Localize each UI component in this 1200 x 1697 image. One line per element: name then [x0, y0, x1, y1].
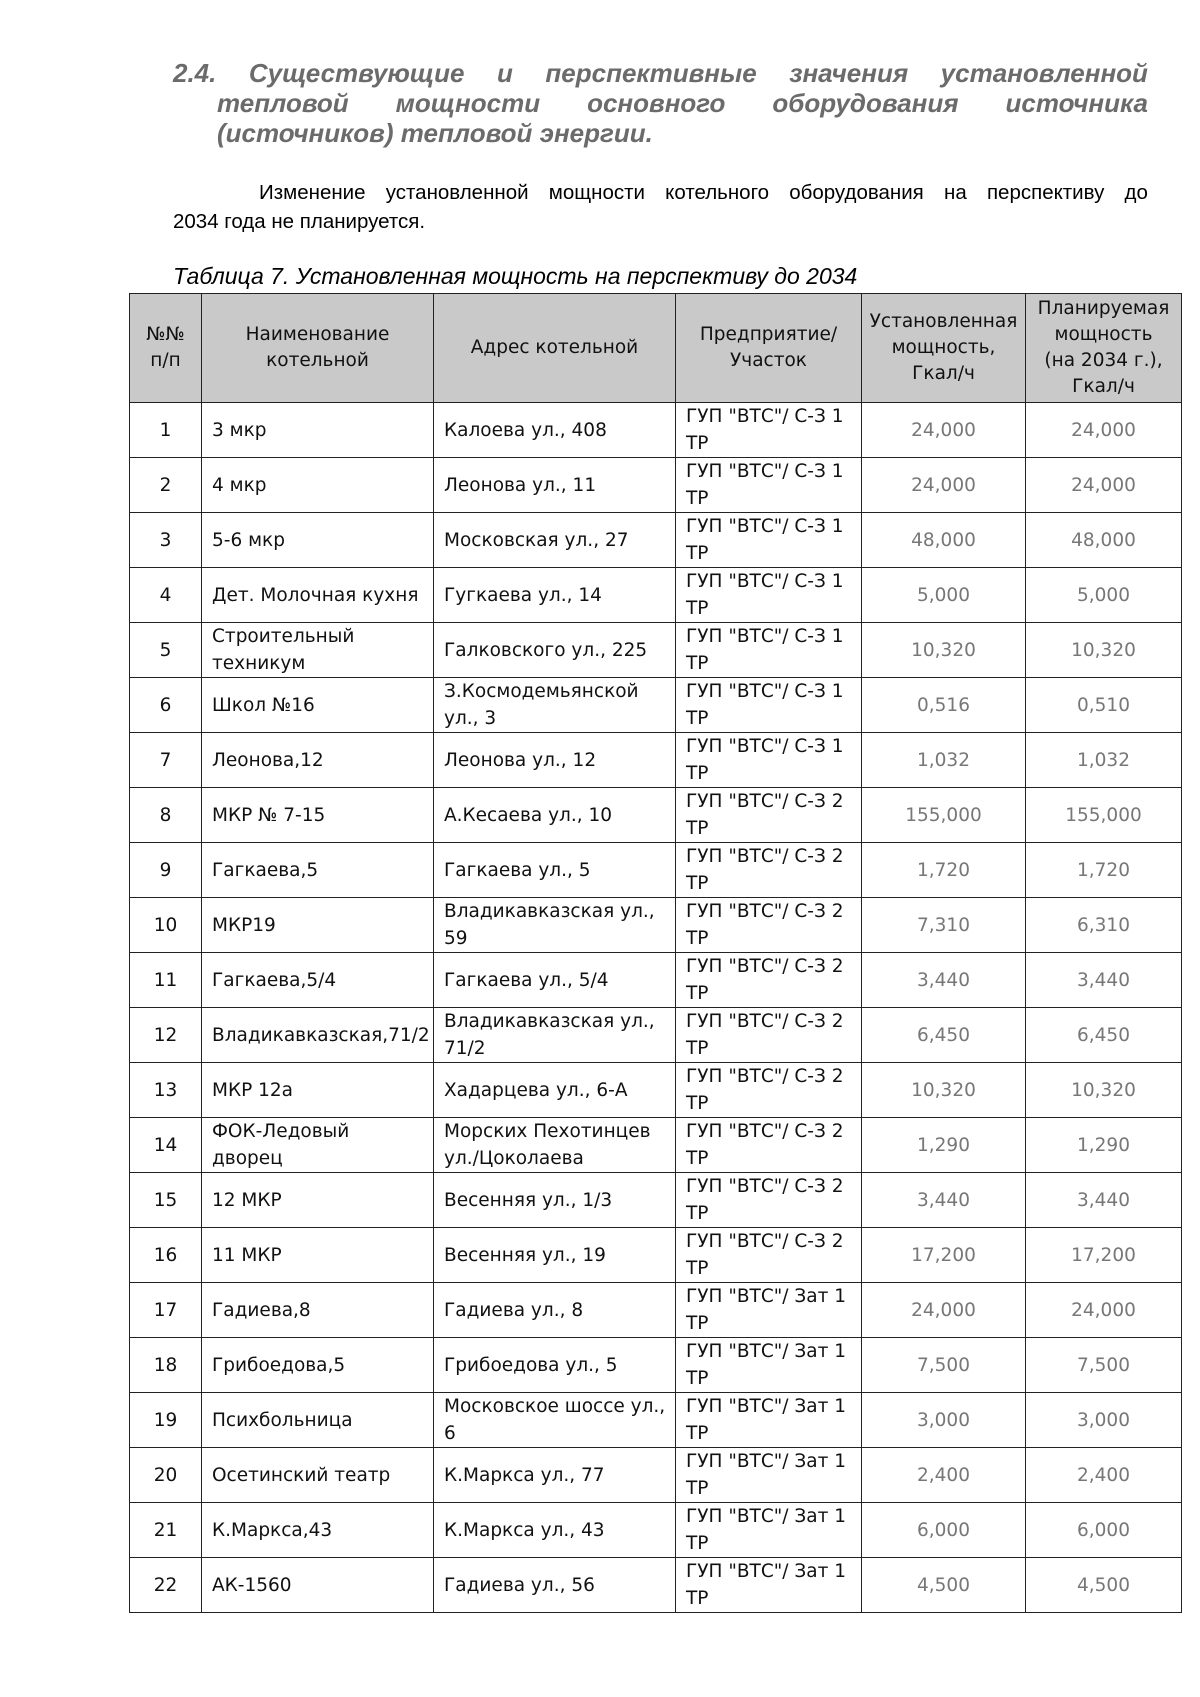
header-text: п/п: [150, 350, 181, 371]
boiler-address-cell: Галковского ул., 225: [434, 623, 676, 678]
installed-capacity-cell: 24,000: [862, 403, 1026, 458]
boiler-address-cell: З.Космодемьянской ул., 3: [434, 678, 676, 733]
heading-line-3: [173, 118, 1148, 148]
installed-capacity-cell: 6,000: [862, 1503, 1026, 1558]
planned-capacity-cell: 0,510: [1026, 678, 1182, 733]
enterprise-cell: ГУП "ВТС"/ С-З 1 ТР: [676, 733, 862, 788]
table-row: [130, 898, 1182, 953]
installed-capacity-cell: 1,032: [862, 733, 1026, 788]
header-text: (на 2034 г.),: [1044, 350, 1163, 371]
planned-capacity-cell: 10,320: [1026, 623, 1182, 678]
boiler-name-cell: 11 МКР: [202, 1228, 434, 1283]
installed-capacity-cell: 7,310: [862, 898, 1026, 953]
table-row: [130, 1393, 1182, 1448]
row-number-cell: 3: [130, 513, 202, 568]
boiler-address-cell: Московское шоссе ул., 6: [434, 1393, 676, 1448]
boiler-name-cell: Осетинский театр: [202, 1448, 434, 1503]
boiler-address-cell: Морских Пехотинцев ул./Цоколаева: [434, 1118, 676, 1173]
enterprise-cell: ГУП "ВТС"/ Зат 1 ТР: [676, 1338, 862, 1393]
header-cell: [130, 294, 202, 403]
heading-word: оборудования: [772, 88, 959, 118]
boiler-address-cell: Гагкаева ул., 5/4: [434, 953, 676, 1008]
heading-word: основного: [587, 88, 726, 118]
table-row: [130, 1283, 1182, 1338]
planned-capacity-cell: 48,000: [1026, 513, 1182, 568]
installed-capacity-cell: 48,000: [862, 513, 1026, 568]
heading-word: значения: [789, 58, 909, 88]
header-text: мощность,: [891, 337, 996, 358]
row-number-cell: 8: [130, 788, 202, 843]
boiler-name-cell: Гадиева,8: [202, 1283, 434, 1338]
heading-word: 2.4.: [173, 58, 217, 88]
paragraph-word: оборудования: [789, 181, 924, 204]
table-row: [130, 458, 1182, 513]
table-row: [130, 1338, 1182, 1393]
heading-word: (источников) тепловой энергии.: [217, 118, 653, 148]
boiler-name-cell: К.Маркса,43: [202, 1503, 434, 1558]
row-number-cell: 5: [130, 623, 202, 678]
boiler-name-cell: 12 МКР: [202, 1173, 434, 1228]
heading-line-1: [173, 58, 1148, 88]
boiler-name-cell: Строительный техникум: [202, 623, 434, 678]
paragraph-word: на: [944, 181, 967, 204]
table-header-row: [130, 294, 1182, 403]
planned-capacity-cell: 155,000: [1026, 788, 1182, 843]
row-number-cell: 4: [130, 568, 202, 623]
table-row: [130, 843, 1182, 898]
header-cell: [1026, 294, 1182, 403]
row-number-cell: 2: [130, 458, 202, 513]
table-row: [130, 1063, 1182, 1118]
header-text: Установленная: [869, 311, 1018, 332]
boiler-name-cell: 5-6 мкр: [202, 513, 434, 568]
enterprise-cell: ГУП "ВТС"/ С-З 1 ТР: [676, 678, 862, 733]
installed-capacity-cell: 10,320: [862, 623, 1026, 678]
planned-capacity-cell: 4,500: [1026, 1558, 1182, 1613]
planned-capacity-cell: 1,720: [1026, 843, 1182, 898]
paragraph-word: установленной: [385, 181, 529, 204]
row-number-cell: 14: [130, 1118, 202, 1173]
boiler-name-cell: Гагкаева,5/4: [202, 953, 434, 1008]
boiler-name-cell: Дет. Молочная кухня: [202, 568, 434, 623]
table-body: [130, 403, 1182, 1613]
header-text: Гкал/ч: [1072, 376, 1135, 397]
boiler-name-cell: Грибоедова,5: [202, 1338, 434, 1393]
boiler-address-cell: Гагкаева ул., 5: [434, 843, 676, 898]
installed-capacity-cell: 10,320: [862, 1063, 1026, 1118]
row-number-cell: 22: [130, 1558, 202, 1613]
enterprise-cell: ГУП "ВТС"/ Зат 1 ТР: [676, 1558, 862, 1613]
boiler-address-cell: Калоева ул., 408: [434, 403, 676, 458]
heading-word: тепловой: [217, 88, 349, 118]
boiler-name-cell: 4 мкр: [202, 458, 434, 513]
paragraph-word: котельного: [665, 181, 769, 204]
planned-capacity-cell: 3,440: [1026, 1173, 1182, 1228]
enterprise-cell: ГУП "ВТС"/ Зат 1 ТР: [676, 1393, 862, 1448]
installed-capacity-cell: 4,500: [862, 1558, 1026, 1613]
table-row: [130, 1448, 1182, 1503]
enterprise-cell: ГУП "ВТС"/ С-З 2 ТР: [676, 898, 862, 953]
boiler-address-cell: Владикавказская ул., 71/2: [434, 1008, 676, 1063]
paragraph-word: до: [1124, 181, 1148, 204]
header-text: котельной: [266, 350, 369, 371]
enterprise-cell: ГУП "ВТС"/ С-З 2 ТР: [676, 1173, 862, 1228]
header-text: №№: [146, 324, 185, 345]
row-number-cell: 16: [130, 1228, 202, 1283]
paragraph-word: перспективу: [986, 181, 1105, 204]
planned-capacity-cell: 3,440: [1026, 953, 1182, 1008]
heading-word: источника: [1005, 88, 1148, 118]
row-number-cell: 17: [130, 1283, 202, 1338]
boiler-address-cell: Владикавказская ул., 59: [434, 898, 676, 953]
planned-capacity-cell: 2,400: [1026, 1448, 1182, 1503]
paragraph-word: Изменение: [259, 181, 366, 204]
installed-capacity-cell: 155,000: [862, 788, 1026, 843]
row-number-cell: 11: [130, 953, 202, 1008]
row-number-cell: 12: [130, 1008, 202, 1063]
boiler-address-cell: К.Маркса ул., 77: [434, 1448, 676, 1503]
table-row: [130, 1228, 1182, 1283]
paragraph-line-1: [173, 178, 1148, 207]
table-row: [130, 678, 1182, 733]
heading-word: Существующие: [248, 58, 465, 88]
intro-paragraph: [173, 178, 1148, 236]
header-cell: [202, 294, 434, 403]
boiler-address-cell: Весенняя ул., 1/3: [434, 1173, 676, 1228]
installed-capacity-cell: 24,000: [862, 1283, 1026, 1338]
heading-word: мощности: [395, 88, 541, 118]
header-cell: [862, 294, 1026, 403]
row-number-cell: 19: [130, 1393, 202, 1448]
row-number-cell: 18: [130, 1338, 202, 1393]
installed-capacity-cell: 3,000: [862, 1393, 1026, 1448]
row-number-cell: 21: [130, 1503, 202, 1558]
table-row: [130, 733, 1182, 788]
boiler-address-cell: А.Кесаева ул., 10: [434, 788, 676, 843]
planned-capacity-cell: 6,450: [1026, 1008, 1182, 1063]
row-number-cell: 7: [130, 733, 202, 788]
header-text: мощность: [1054, 324, 1153, 345]
installed-capacity-cell: 5,000: [862, 568, 1026, 623]
table-row: [130, 953, 1182, 1008]
installed-capacity-cell: 6,450: [862, 1008, 1026, 1063]
row-number-cell: 9: [130, 843, 202, 898]
enterprise-cell: ГУП "ВТС"/ С-З 2 ТР: [676, 1008, 862, 1063]
enterprise-cell: ГУП "ВТС"/ С-З 2 ТР: [676, 1063, 862, 1118]
header-text: Планируемая: [1037, 298, 1170, 319]
boiler-name-cell: МКР № 7-15: [202, 788, 434, 843]
planned-capacity-cell: 1,290: [1026, 1118, 1182, 1173]
planned-capacity-cell: 24,000: [1026, 403, 1182, 458]
header-text: Участок: [730, 350, 807, 371]
enterprise-cell: ГУП "ВТС"/ С-З 2 ТР: [676, 953, 862, 1008]
row-number-cell: 1: [130, 403, 202, 458]
boiler-name-cell: 3 мкр: [202, 403, 434, 458]
section-heading: [173, 58, 1148, 148]
installed-capacity-cell: 1,720: [862, 843, 1026, 898]
boiler-name-cell: МКР19: [202, 898, 434, 953]
planned-capacity-cell: 17,200: [1026, 1228, 1182, 1283]
installed-capacity-cell: 2,400: [862, 1448, 1026, 1503]
planned-capacity-cell: 3,000: [1026, 1393, 1182, 1448]
boiler-address-cell: Леонова ул., 11: [434, 458, 676, 513]
boiler-address-cell: Гадиева ул., 56: [434, 1558, 676, 1613]
table-row: [130, 1008, 1182, 1063]
planned-capacity-cell: 24,000: [1026, 458, 1182, 513]
boiler-name-cell: Психбольница: [202, 1393, 434, 1448]
enterprise-cell: ГУП "ВТС"/ С-З 2 ТР: [676, 788, 862, 843]
planned-capacity-cell: 10,320: [1026, 1063, 1182, 1118]
row-number-cell: 15: [130, 1173, 202, 1228]
table-row: [130, 788, 1182, 843]
installed-capacity-cell: 0,516: [862, 678, 1026, 733]
header-text: Наименование: [245, 324, 390, 345]
installed-capacity-cell: 1,290: [862, 1118, 1026, 1173]
boiler-name-cell: ФОК-Ледовый дворец: [202, 1118, 434, 1173]
installed-capacity-cell: 7,500: [862, 1338, 1026, 1393]
heading-word: перспективные: [545, 58, 757, 88]
planned-capacity-cell: 5,000: [1026, 568, 1182, 623]
boiler-name-cell: Школ №16: [202, 678, 434, 733]
table-row: [130, 568, 1182, 623]
planned-capacity-cell: 1,032: [1026, 733, 1182, 788]
paragraph-word: мощности: [548, 181, 645, 204]
boiler-address-cell: Грибоедова ул., 5: [434, 1338, 676, 1393]
table-row: [130, 623, 1182, 678]
installed-capacity-cell: 17,200: [862, 1228, 1026, 1283]
heading-word: установленной: [940, 58, 1148, 88]
header-text: Адрес котельной: [470, 337, 639, 358]
boiler-address-cell: К.Маркса ул., 43: [434, 1503, 676, 1558]
boiler-name-cell: Леонова,12: [202, 733, 434, 788]
row-number-cell: 13: [130, 1063, 202, 1118]
boiler-name-cell: АК-1560: [202, 1558, 434, 1613]
header-cell: [676, 294, 862, 403]
heading-line-2: [173, 88, 1148, 118]
header-cell: [434, 294, 676, 403]
capacity-table: [129, 293, 1182, 1613]
header-text: Предприятие/: [699, 324, 838, 345]
enterprise-cell: ГУП "ВТС"/ С-З 1 ТР: [676, 513, 862, 568]
boiler-address-cell: Гадиева ул., 8: [434, 1283, 676, 1338]
row-number-cell: 10: [130, 898, 202, 953]
planned-capacity-cell: 7,500: [1026, 1338, 1182, 1393]
enterprise-cell: ГУП "ВТС"/ Зат 1 ТР: [676, 1503, 862, 1558]
enterprise-cell: ГУП "ВТС"/ С-З 2 ТР: [676, 1228, 862, 1283]
boiler-address-cell: Леонова ул., 12: [434, 733, 676, 788]
enterprise-cell: ГУП "ВТС"/ С-З 2 ТР: [676, 1118, 862, 1173]
row-number-cell: 6: [130, 678, 202, 733]
planned-capacity-cell: 24,000: [1026, 1283, 1182, 1338]
table-row: [130, 513, 1182, 568]
enterprise-cell: ГУП "ВТС"/ С-З 1 ТР: [676, 403, 862, 458]
row-number-cell: 20: [130, 1448, 202, 1503]
boiler-name-cell: МКР 12а: [202, 1063, 434, 1118]
installed-capacity-cell: 24,000: [862, 458, 1026, 513]
planned-capacity-cell: 6,310: [1026, 898, 1182, 953]
planned-capacity-cell: 6,000: [1026, 1503, 1182, 1558]
enterprise-cell: ГУП "ВТС"/ С-З 1 ТР: [676, 623, 862, 678]
enterprise-cell: ГУП "ВТС"/ С-З 2 ТР: [676, 843, 862, 898]
table-caption: Таблица 7. Установленная мощность на перспективу до 2034: [173, 263, 858, 289]
enterprise-cell: ГУП "ВТС"/ С-З 1 ТР: [676, 458, 862, 513]
table-row: [130, 1558, 1182, 1613]
boiler-address-cell: Гугкаева ул., 14: [434, 568, 676, 623]
table-row: [130, 403, 1182, 458]
table-row: [130, 1173, 1182, 1228]
boiler-address-cell: Весенняя ул., 19: [434, 1228, 676, 1283]
installed-capacity-cell: 3,440: [862, 953, 1026, 1008]
table-row: [130, 1118, 1182, 1173]
enterprise-cell: ГУП "ВТС"/ Зат 1 ТР: [676, 1283, 862, 1338]
enterprise-cell: ГУП "ВТС"/ Зат 1 ТР: [676, 1448, 862, 1503]
heading-word: и: [496, 58, 513, 88]
boiler-address-cell: Хадарцева ул., 6-А: [434, 1063, 676, 1118]
enterprise-cell: ГУП "ВТС"/ С-З 1 ТР: [676, 568, 862, 623]
installed-capacity-cell: 3,440: [862, 1173, 1026, 1228]
boiler-name-cell: Владикавказская,71/2: [202, 1008, 434, 1063]
boiler-address-cell: Московская ул., 27: [434, 513, 676, 568]
table-row: [130, 1503, 1182, 1558]
boiler-name-cell: Гагкаева,5: [202, 843, 434, 898]
paragraph-line-2: 2034 года не планируется.: [173, 210, 426, 233]
header-text: Гкал/ч: [912, 363, 975, 384]
